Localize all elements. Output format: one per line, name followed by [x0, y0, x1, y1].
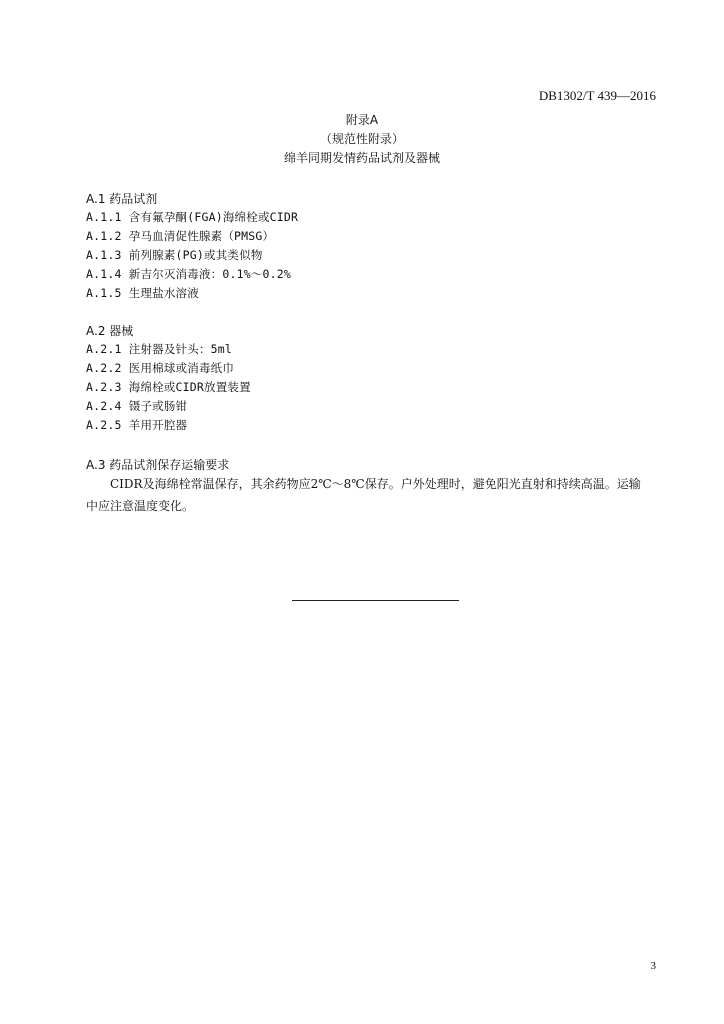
appendix-label: 附录A: [345, 113, 379, 127]
document-code: DB1302/T 439—2016: [538, 88, 656, 103]
list-item: A.1.2 孕马血清促性腺素（PMSG）: [86, 229, 275, 243]
list-item: A.2.1 注射器及针头：5ml: [86, 342, 233, 356]
end-of-appendix-rule: [292, 600, 459, 601]
section-heading: A.3 药品试剂保存运输要求: [86, 458, 230, 472]
list-item: A.2.2 医用棉球或消毒纸巾: [86, 361, 235, 375]
section-heading: A.1 药品试剂: [86, 192, 158, 206]
storage-paragraph: [86, 473, 646, 517]
appendix-type: （规范性附录）: [319, 132, 404, 146]
list-item: A.1.1 含有氟孕酮(FGA)海绵栓或CIDR: [86, 210, 299, 224]
list-item: A.2.3 海绵栓或CIDR放置装置: [86, 380, 251, 394]
list-item: A.2.5 羊用开腔器: [86, 418, 188, 432]
section-heading: A.2 器械: [86, 324, 134, 338]
list-item: A.2.4 镊子或肠钳: [86, 399, 188, 413]
list-item: A.1.4 新吉尔灭消毒液：0.1%～0.2%: [86, 267, 292, 281]
appendix-title: 绵羊同期发情药品试剂及器械: [283, 151, 440, 165]
paragraph-text: CIDR及海绵栓常温保存，其余药物应2℃～8℃保存。户外处理时，避免阳光直射和持续高温。运输中应注意温度变化。: [86, 477, 641, 513]
page-number: 3: [650, 960, 656, 972]
list-item: A.1.5 生理盐水溶液: [86, 286, 199, 300]
list-item: A.1.3 前列腺素(PG)或其类似物: [86, 248, 263, 262]
